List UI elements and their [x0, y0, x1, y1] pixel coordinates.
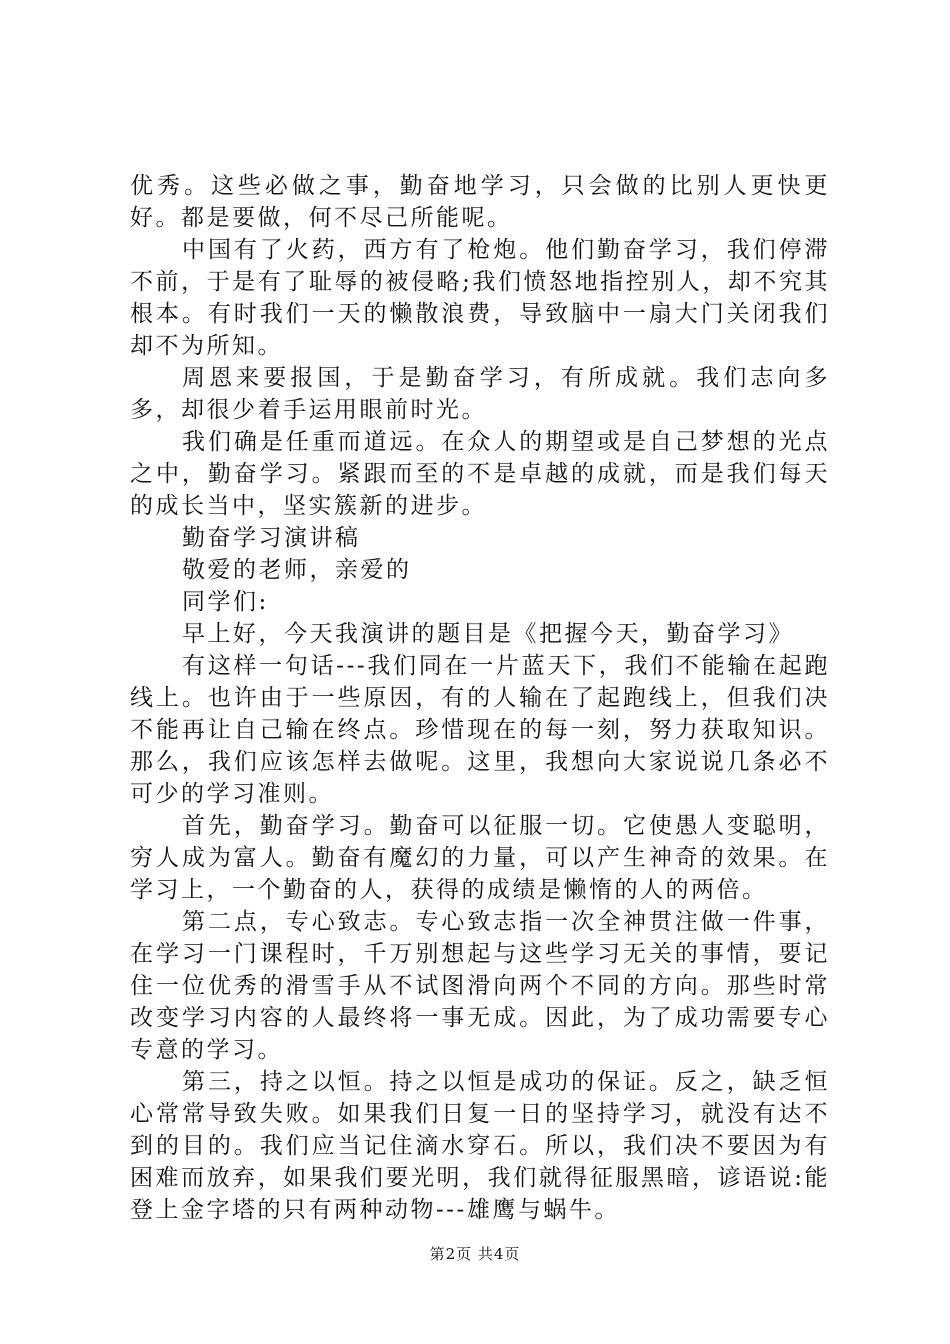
paragraph-third-point: 第三，持之以恒。持之以恒是成功的保证。反之，缺乏恒心常常导致失败。如果我们日复一日的坚持学习，就没有达不到的目的。我们应当记住滴水穿石。所以，我们决不要因为有困难而放弃，如果我们要光明，我们就得征服黑暗，谚语说:能登上金字塔的只有两种动物---雄鹰与蜗牛。 [130, 1069, 830, 1223]
document-body [130, 170, 830, 1226]
paragraph-2: 中国有了火药，西方有了枪炮。他们勤奋学习，我们停滞不前，于是有了耻辱的被侵略;我们愤怒地指控别人，却不究其根本。有时我们一天的懒散浪费，导致脑中一扇大门关闭我们却不为所知。 [130, 237, 830, 359]
page-number-footer: 第2页 共4页 [429, 1245, 521, 1263]
paragraph-second-point: 第二点，专心致志。专心致志指一次全神贯注做一件事，在学习一门课程时，千万别想起与这些学习无关的事情，要记住一位优秀的滑雪手从不试图滑向两个不同的方向。那些时常改变学习内容的人最终将一事无成。因此，为了成功需要专心专意的学习。 [130, 909, 830, 1063]
greeting-line: 早上好，今天我演讲的题目是《把握今天，勤奋学习》 [182, 621, 794, 647]
salutation-teachers: 敬爱的老师，亲爱的 [182, 557, 412, 583]
paragraph-4: 我们确是任重而道远。在众人的期望或是自己梦想的光点之中，勤奋学习。紧跟而至的不是卓越的成就，而是我们每天的成长当中，坚实簇新的进步。 [130, 429, 830, 519]
paragraph-intro: 有这样一句话---我们同在一片蓝天下，我们不能输在起跑线上。也许由于一些原因，有的人输在了起跑线上，但我们决不能再让自己输在终点。珍惜现在的每一刻，努力获取知识。那么，我们应该怎样去做呢。这里，我想向大家说说几条必不可少的学习准则。 [130, 653, 830, 807]
paragraph-3: 周恩来要报国，于是勤奋学习，有所成就。我们志向多多，却很少着手运用眼前时光。 [130, 365, 830, 423]
speech-title: 勤奋学习演讲稿 [182, 525, 361, 551]
paragraph-first-point: 首先，勤奋学习。勤奋可以征服一切。它使愚人变聪明，穷人成为富人。勤奋有魔幻的力量，可以产生神奇的效果。在学习上，一个勤奋的人，获得的成绩是懒惰的人的两倍。 [130, 813, 830, 903]
salutation-students: 同学们: [182, 589, 269, 615]
paragraph-1: 优秀。这些必做之事，勤奋地学习，只会做的比别人更快更好。都是要做，何不尽己所能呢。 [130, 173, 830, 231]
